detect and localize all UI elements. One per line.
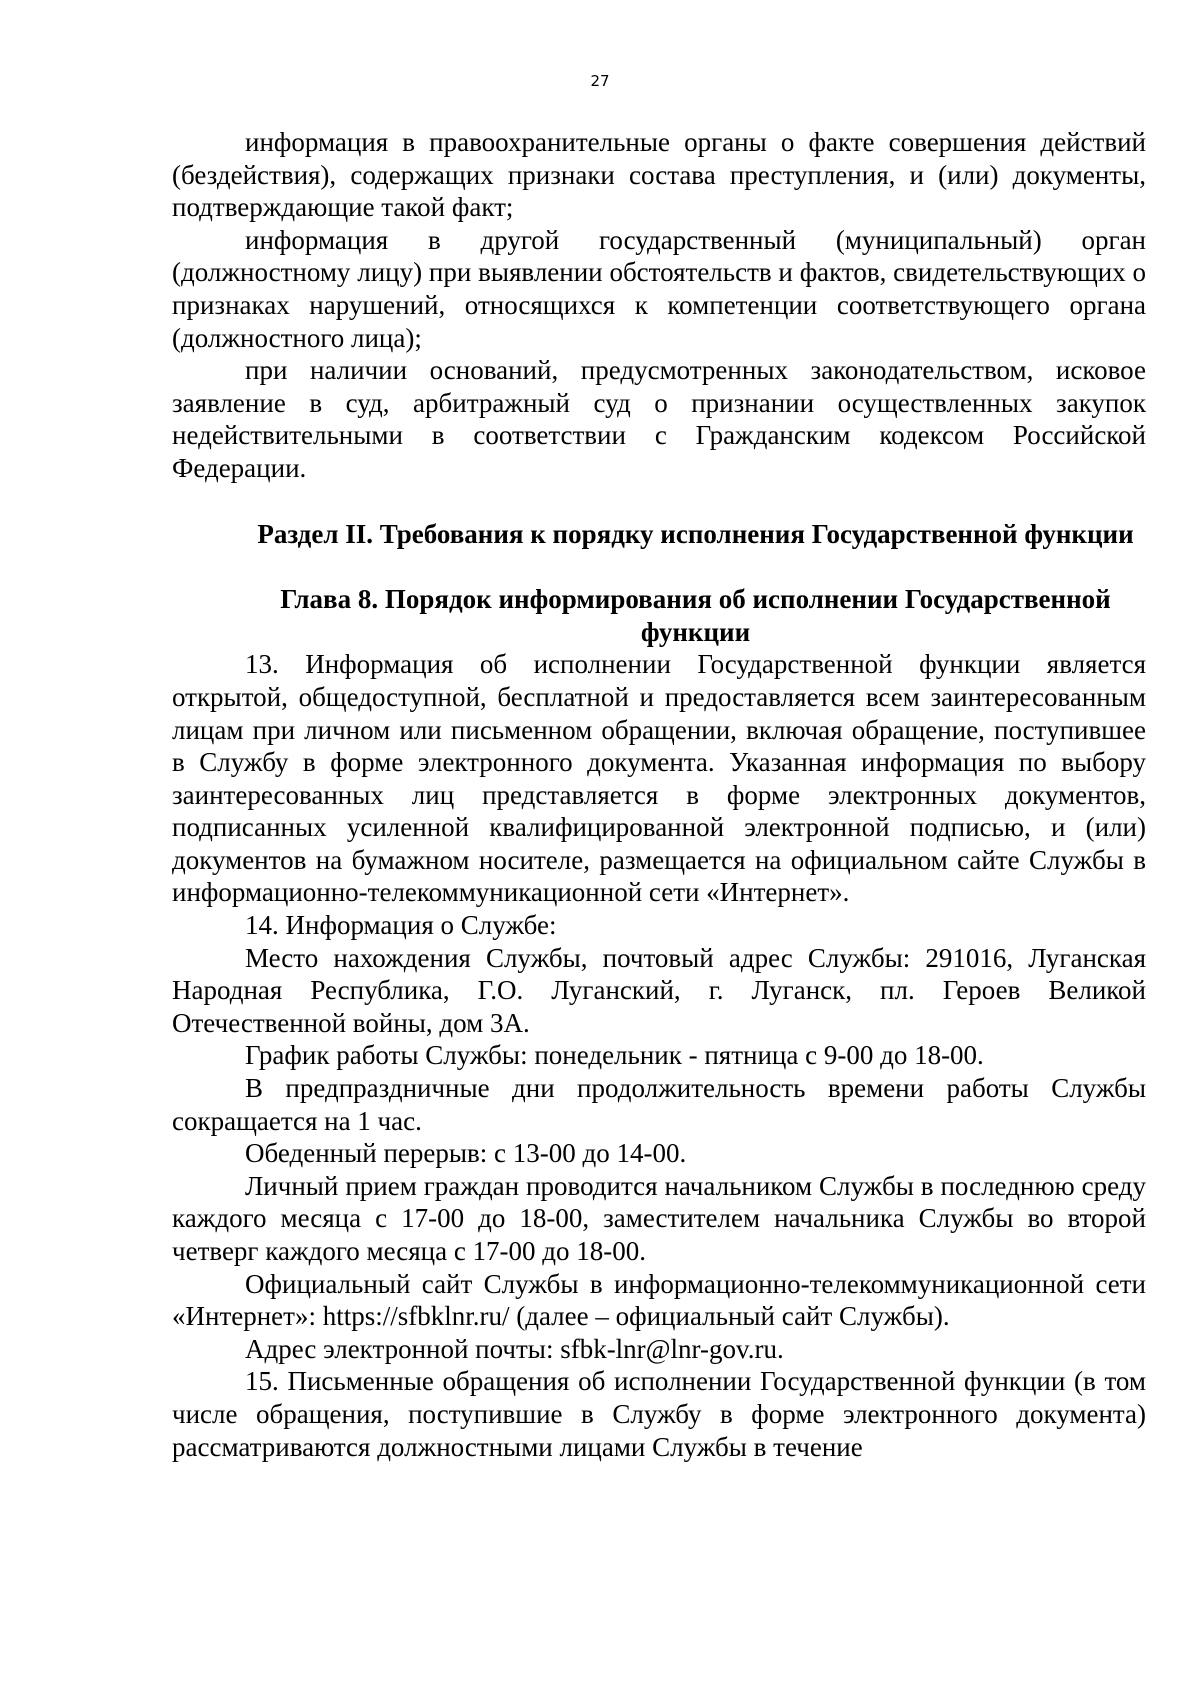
section-heading: Раздел II. Требования к порядку исполнения Государственной функции xyxy=(257,518,1134,549)
paragraph-lunch-break: Обеденный перерыв: с 13-00 до 14-00. xyxy=(245,1138,687,1169)
paragraph-personal-reception: Личный прием граждан проводится начальником Службы в последнюю среду каждого месяца с 17-00 до 18-00, заместителем начальника Службы во второй четверг каждого месяца с 17-00 до 18-00. xyxy=(172,1170,1146,1266)
paragraph-address: Место нахождения Службы, почтовый адрес Службы: 291016, Луганская Народная Республика, Г.О. Луганский, г. Луганск, пл. Героев Великой Отечественной войны, дом 3А. xyxy=(172,942,1146,1038)
paragraph-lawsuit: при наличии оснований, предусмотренных законодательством, исковое заявление в суд, арбитражный суд о признании осуществленных закупок недействительными в соответствии с Гражданским кодексом Российской Федерации. xyxy=(172,355,1146,483)
paragraph-official-website: Официальный сайт Службы в информационно-телекоммуникационной сети «Интернет»: https://sfbklnr.ru/ (далее – официальный сайт Службы). xyxy=(172,1268,1146,1332)
paragraph-14-service-info: 14. Информация о Службе: xyxy=(245,910,557,941)
page-number: 27 xyxy=(590,72,610,90)
document-body xyxy=(172,126,1146,1463)
paragraph-15-written-appeals: 15. Письменные обращения об исполнении Государственной функции (в том числе обращения, поступившие в Службу в форме электронного документа) рассматриваются должностными лицами Службы в течение xyxy=(172,1366,1146,1462)
paragraph-work-schedule: График работы Службы: понедельник - пятница с 9-00 до 18-00. xyxy=(245,1040,984,1071)
paragraph-email: Адрес электронной почты: sfbk-lnr@lnr-gov.ru. xyxy=(245,1333,784,1364)
paragraph-pre-holiday: В предпраздничные дни продолжительность времени работы Службы сокращается на 1 час. xyxy=(172,1073,1146,1136)
paragraph-law-enforcement-info: информация в правоохранительные органы о факте совершения действий (бездействия), содержащих признаки состава преступления, и (или) документы, подтверждающие такой факт; xyxy=(172,127,1146,223)
paragraph-other-authority-info: информация в другой государственный (муниципальный) орган (должностному лицу) при выявлении обстоятельств и фактов, свидетельствующих о признаках нарушений, относящихся к компетенции соответствующего органа (должностного лица); xyxy=(172,224,1146,353)
chapter-heading: Глава 8. Порядок информирования об исполнении Государственной функции xyxy=(280,584,1111,647)
paragraph-13-information: 13. Информация об исполнении Государственной функции является открытой, общедоступной, бесплатной и предоставляется всем заинтересованным лицам при личном или письменном обращении, включая обращение, поступившее в Службу в форме электронного документа. Указанная информация по выбору заинтересованных лиц представляется в форме электронных документов, подписанных усиленной квалифицированной электронной подписью, и (или) документов на бумажном носителе, размещается на официальном сайте Службы в информационно-телекоммуникационной сети «Интернет». xyxy=(172,649,1146,908)
